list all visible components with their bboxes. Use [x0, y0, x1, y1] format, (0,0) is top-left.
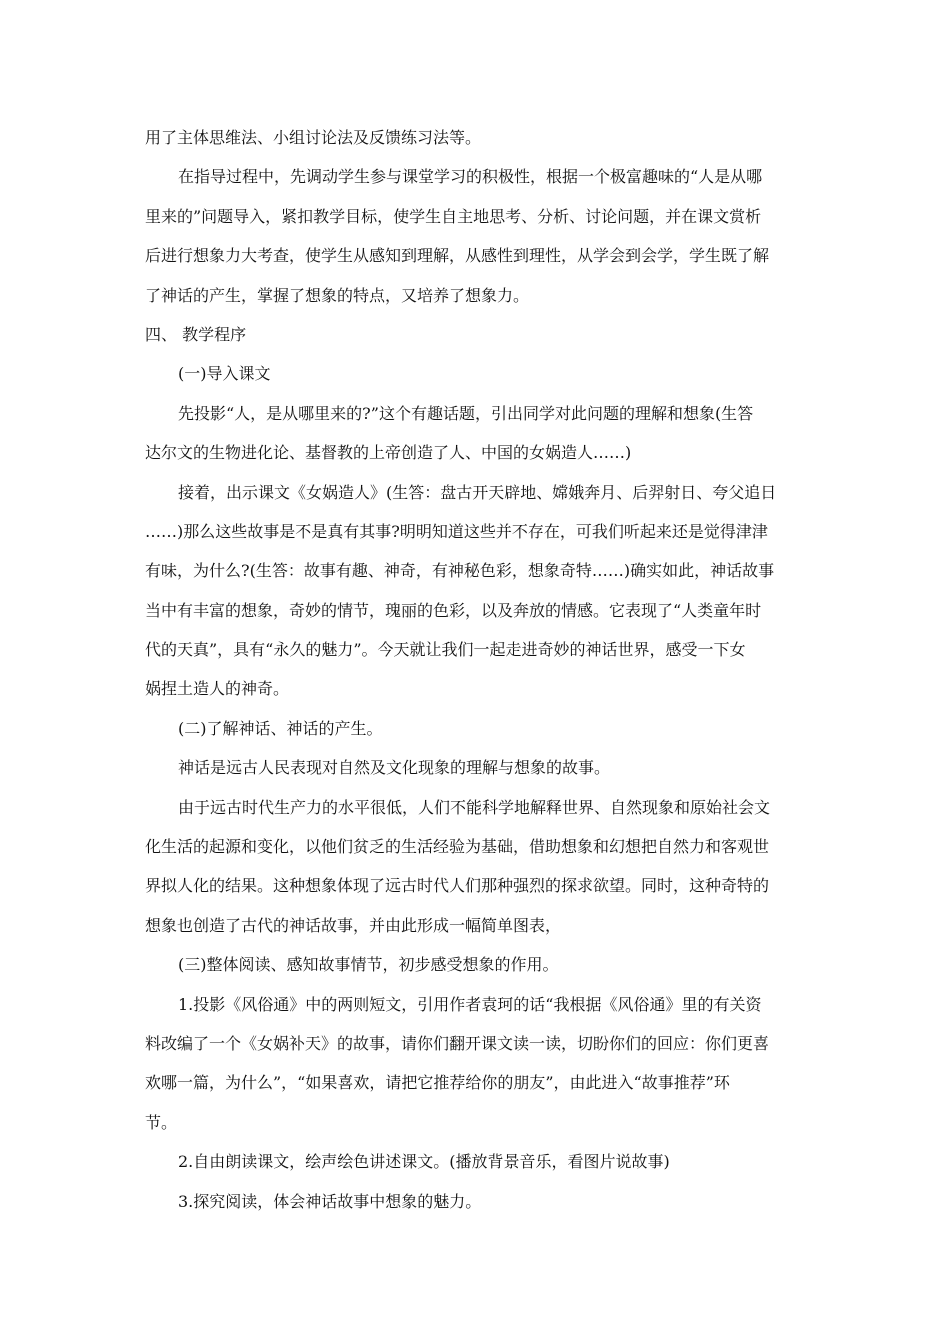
text-line: 达尔文的生物进化论、基督教的上帝创造了人、中国的女娲造人……) [145, 443, 632, 463]
text-line: 1.投影《风俗通》中的两则短文，引用作者袁珂的话“我根据《风俗通》里的有关资 [178, 994, 762, 1014]
text-line: 了神话的产生，掌握了想象的特点，又培养了想象力。 [145, 285, 530, 305]
text-line: 有味，为什么?(生答：故事有趣、神奇，有神秘色彩，想象奇特……)确实如此，神话故事 [145, 561, 775, 581]
text-line: 2.自由朗读课文，绘声绘色讲述课文。(播放背景音乐，看图片说故事) [178, 1152, 670, 1172]
text-line: 界拟人化的结果。这种想象体现了远古时代人们那种强烈的探求欲望。同时，这种奇特的 [145, 876, 770, 896]
subsection-heading: (二)了解神话、神话的产生。 [178, 718, 383, 738]
text-line: 由于远古时代生产力的水平很低，人们不能科学地解释世界、自然现象和原始社会文 [178, 797, 771, 817]
text-line: 当中有丰富的想象，奇妙的情节，瑰丽的色彩，以及奔放的情感。它表现了“人类童年时 [145, 600, 762, 620]
text-line: 料改编了一个《女娲补天》的故事，请你们翻开课文读一读，切盼你们的回应：你们更喜 [145, 1033, 770, 1053]
text-line: 化生活的起源和变化，以他们贫乏的生活经验为基础，借助想象和幻想把自然力和客观世 [145, 837, 770, 857]
text-line: 欢哪一篇，为什么”，“如果喜欢，请把它推荐给你的朋友”，由此进入“故事推荐”环 [145, 1073, 730, 1093]
text-line: 3.探究阅读，体会神话故事中想象的魅力。 [178, 1191, 482, 1211]
subsection-heading: (三)整体阅读、感知故事情节，初步感受想象的作用。 [178, 955, 559, 975]
subsection-heading: (一)导入课文 [178, 364, 271, 384]
text-line: ……)那么这些故事是不是真有其事?明明知道这些并不存在，可我们听起来还是觉得津津 [145, 521, 768, 541]
text-line: 娲捏土造人的神奇。 [145, 679, 290, 699]
text-line: 后进行想象力大考查，使学生从感知到理解，从感性到理性，从学会到会学，学生既了解 [145, 246, 770, 266]
text-line: 先投影“人，是从哪里来的?”这个有趣话题，引出同学对此问题的理解和想象(生答 [178, 403, 754, 423]
text-line: 神话是远古人民表现对自然及文化现象的理解与想象的故事。 [178, 758, 611, 778]
text-line: 在指导过程中，先调动学生参与课堂学习的积极性，根据一个极富趣味的“人是从哪 [178, 167, 763, 187]
text-line: 想象也创造了古代的神话故事，并由此形成一幅简单图表， [145, 915, 562, 935]
document-body [145, 118, 810, 1221]
text-line: 节。 [145, 1112, 178, 1132]
text-line: 用了主体思维法、小组讨论法及反馈练习法等。 [145, 128, 482, 147]
section-heading: 四、 教学程序 [145, 324, 247, 344]
text-line: 代的天真”，具有“永久的魅力”。今天就让我们一起走进奇妙的神话世界，感受一下女 [145, 640, 746, 660]
text-line: 接着，出示课文《女娲造人》(生答：盘古开天辟地、嫦娥奔月、后羿射日、夸父追日 [178, 482, 777, 502]
text-line: 里来的”问题导入，紧扣教学目标，使学生自主地思考、分析、讨论问题，并在课文赏析 [145, 206, 762, 226]
